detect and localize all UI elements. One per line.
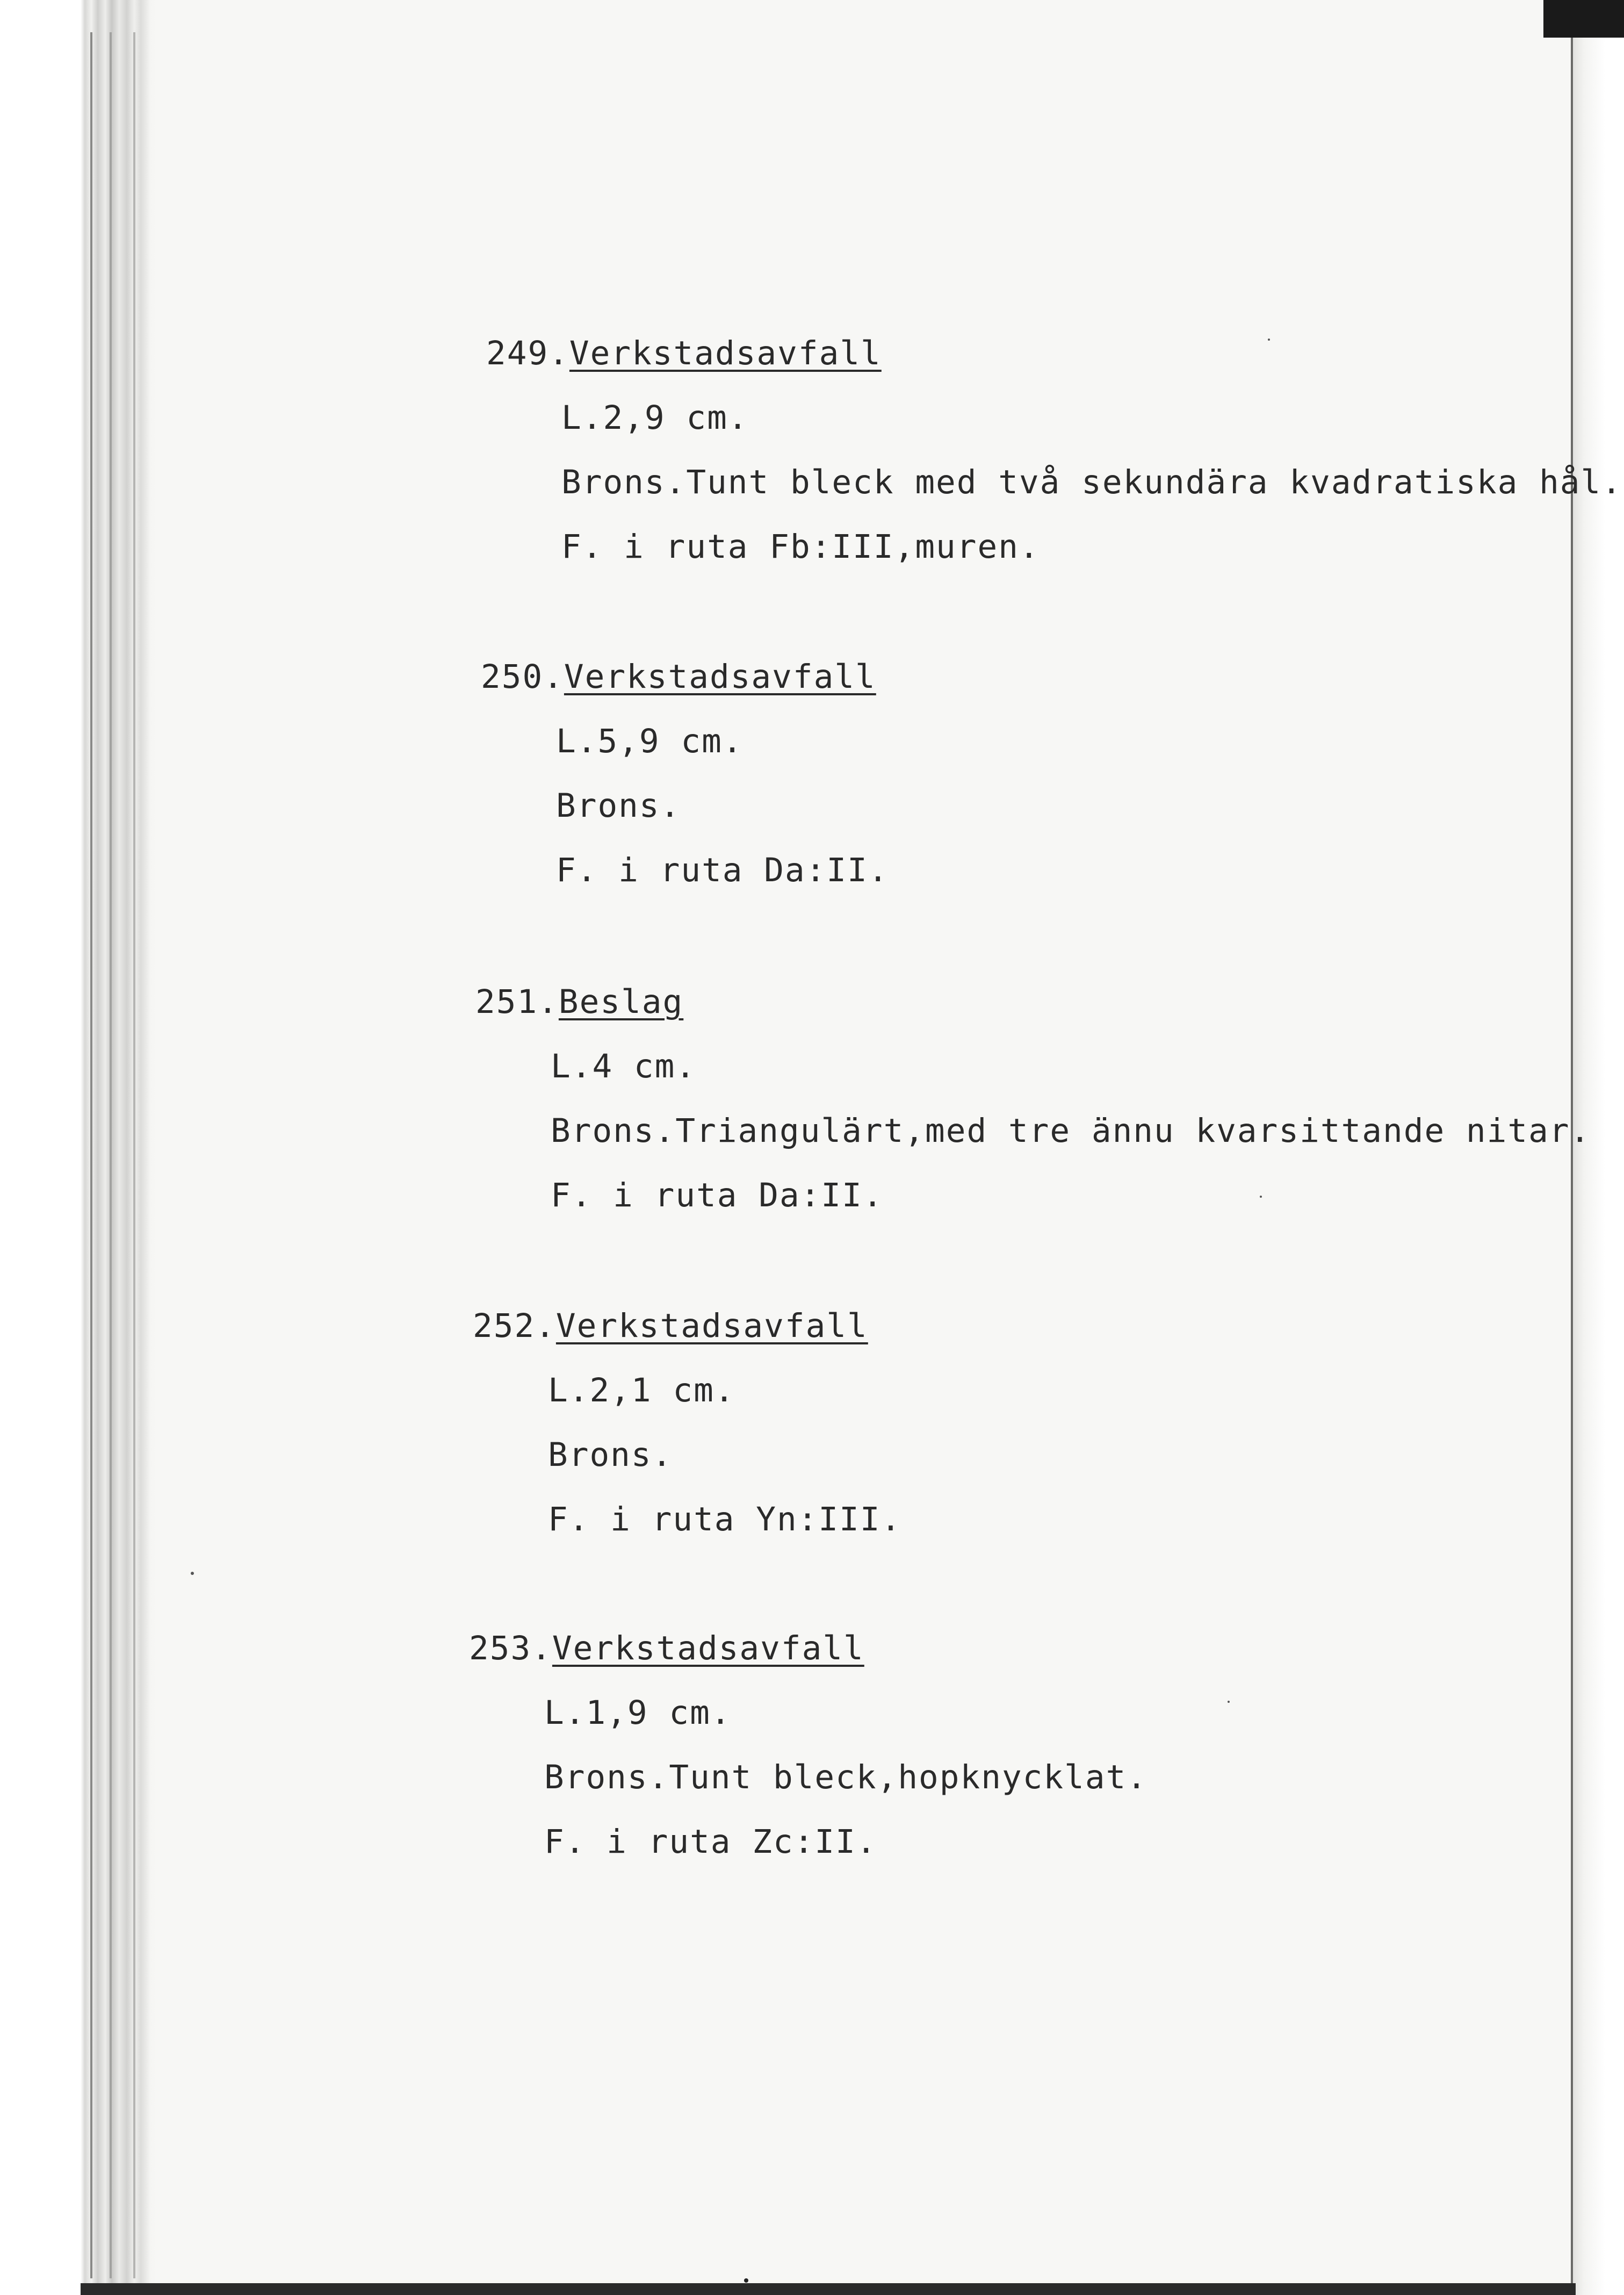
entry-length: L.2,1 cm. <box>548 1371 735 1409</box>
entry-findspot: F. i ruta Yn:III. <box>548 1500 902 1538</box>
entry-title: Verkstadsavfall <box>552 1629 864 1667</box>
scan-speck <box>744 2278 748 2283</box>
entry-title: Verkstadsavfall <box>569 334 882 372</box>
entry-length: L.1,9 cm. <box>544 1694 732 1732</box>
catalogue-entry-253 <box>469 1616 1147 1874</box>
scan-speck <box>1228 1701 1230 1703</box>
dark-corner <box>1543 0 1624 38</box>
entry-heading <box>481 645 889 709</box>
entry-number: 249. <box>486 334 569 372</box>
entry-heading <box>486 321 1622 386</box>
catalogue-entry-249 <box>486 321 1622 579</box>
catalogue-entry-251 <box>475 970 1591 1228</box>
entry-heading <box>469 1616 1147 1681</box>
entry-title: Beslag <box>558 983 684 1021</box>
entry-number: 250. <box>481 658 564 696</box>
entry-description: Brons.Triangulärt,med tre ännu kvarsittande nitar. <box>551 1112 1591 1150</box>
entry-findspot: F. i ruta Da:II. <box>551 1176 884 1214</box>
page-bottom-edge <box>81 2283 1576 2295</box>
scan-speck <box>1260 1196 1262 1198</box>
entry-number: 251. <box>475 983 559 1021</box>
entry-heading <box>475 970 1591 1034</box>
entry-title: Verkstadsavfall <box>555 1307 868 1345</box>
entry-description: Brons.Tunt bleck,hopknycklat. <box>544 1758 1148 1796</box>
entry-length: L.2,9 cm. <box>561 399 749 437</box>
entry-findspot: F. i ruta Da:II. <box>556 851 889 889</box>
scan-speck <box>1268 339 1270 341</box>
catalogue-entry-252 <box>473 1294 901 1552</box>
entry-description: Brons.Tunt bleck med två sekundära kvadratiska hål. <box>561 463 1622 501</box>
binding-line <box>133 32 135 2278</box>
entry-number: 252. <box>473 1307 556 1345</box>
entry-findspot: F. i ruta Zc:II. <box>544 1823 877 1861</box>
catalogue-entry-250 <box>481 645 889 903</box>
entry-description: Brons. <box>556 787 681 825</box>
entry-heading <box>473 1294 901 1358</box>
entry-description: Brons. <box>548 1436 673 1474</box>
entry-length: L.4 cm. <box>551 1047 697 1085</box>
entry-findspot: F. i ruta Fb:III,muren. <box>561 528 1040 566</box>
binding-line <box>90 32 92 2278</box>
entry-length: L.5,9 cm. <box>556 722 744 760</box>
scan-speck <box>191 1572 194 1575</box>
entry-title: Verkstadsavfall <box>564 658 876 696</box>
entry-number: 253. <box>469 1629 552 1667</box>
page-binding <box>0 0 156 2295</box>
binding-line <box>110 32 112 2278</box>
